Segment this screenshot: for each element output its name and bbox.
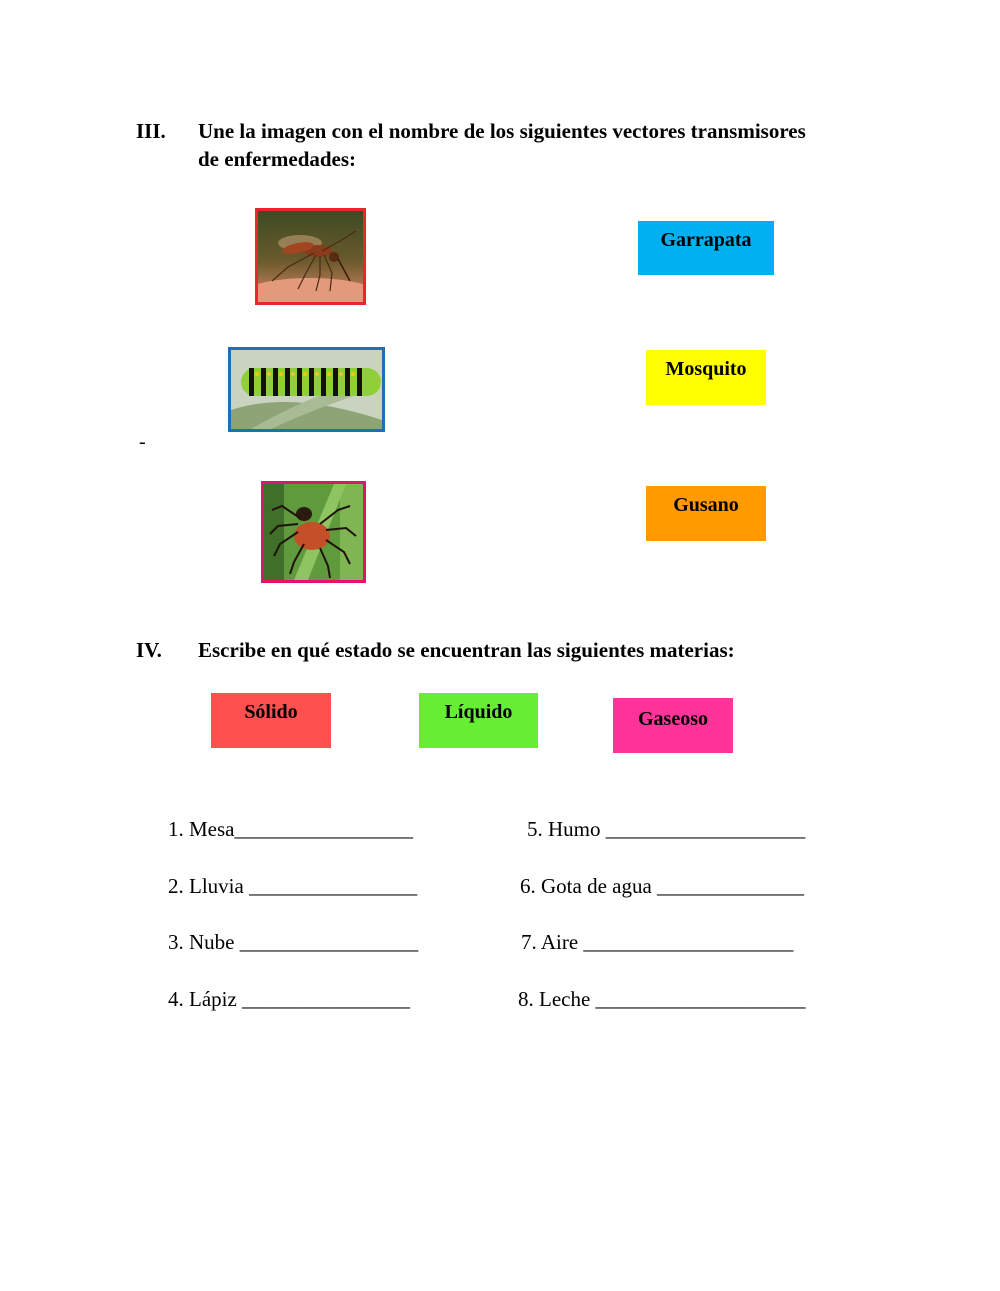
- stray-dash: -: [139, 431, 146, 453]
- item-7-aire[interactable]: 7. Aire ____________________: [521, 930, 794, 954]
- section-3-instruction-line-1: Une la imagen con el nombre de los siguientes vectores transmisores: [198, 119, 806, 143]
- name-box-gusano[interactable]: [646, 486, 766, 541]
- state-box-liquido-label: Líquido: [444, 701, 513, 723]
- name-box-garrapata[interactable]: [638, 221, 774, 275]
- item-1-mesa[interactable]: 1. Mesa_________________: [168, 817, 413, 841]
- item-4-lapiz[interactable]: 4. Lápiz ________________: [168, 987, 411, 1011]
- section-3-number: III.: [136, 119, 166, 143]
- state-box-solido: [211, 693, 331, 748]
- item-5-humo[interactable]: 5. Humo ___________________: [527, 817, 806, 841]
- name-box-mosquito-label: Mosquito: [665, 358, 747, 380]
- item-6-gota-de-agua[interactable]: 6. Gota de agua ______________: [520, 874, 805, 898]
- name-box-garrapata-label: Garrapata: [660, 229, 752, 251]
- item-8-leche[interactable]: 8. Leche ____________________: [518, 987, 806, 1011]
- tick-image[interactable]: [261, 481, 366, 583]
- section-3-instruction-line-2: de enfermedades:: [198, 147, 357, 171]
- section-4-instruction: Escribe en qué estado se encuentran las siguientes materias:: [198, 638, 735, 662]
- caterpillar-icon: [231, 350, 382, 429]
- mosquito-image[interactable]: [255, 208, 366, 305]
- state-box-liquido: [419, 693, 538, 748]
- state-box-gaseoso: [613, 698, 733, 753]
- name-box-gusano-label: Gusano: [673, 494, 739, 516]
- section-4-number: IV.: [136, 638, 162, 662]
- state-box-gaseoso-label: Gaseoso: [638, 708, 708, 730]
- item-3-nube[interactable]: 3. Nube _________________: [168, 930, 419, 954]
- tick-icon: [264, 484, 363, 580]
- mosquito-icon: [258, 211, 363, 302]
- caterpillar-image[interactable]: [228, 347, 385, 432]
- name-box-mosquito[interactable]: [646, 350, 766, 405]
- item-2-lluvia[interactable]: 2. Lluvia ________________: [168, 874, 418, 898]
- state-box-solido-label: Sólido: [244, 701, 298, 723]
